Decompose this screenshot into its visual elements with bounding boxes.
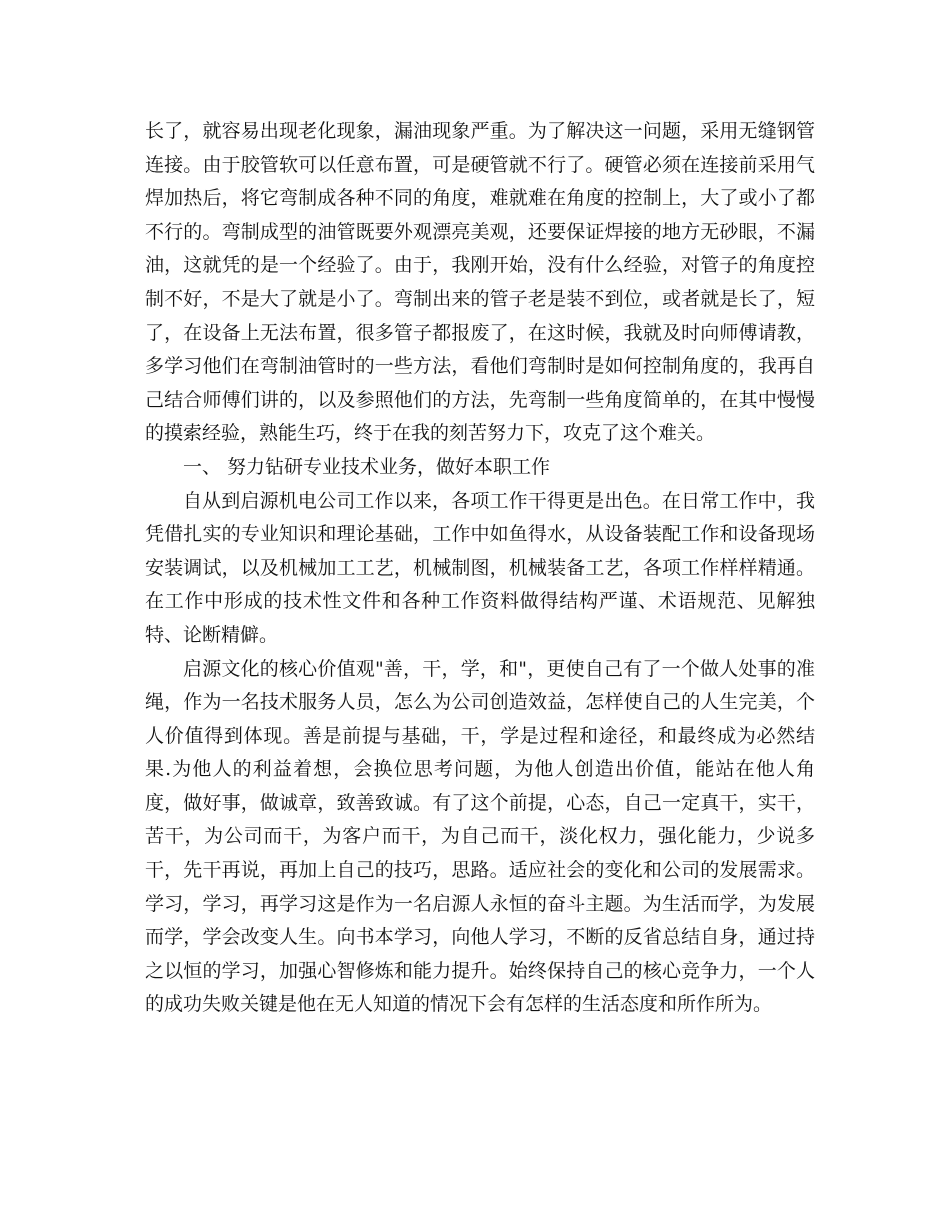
document-body (145, 115, 815, 1022)
section-heading: 一、 努力钻研专业技术业务，做好本职工作 (183, 455, 551, 478)
paragraph-core-values: 启源文化的核心价值观"善，干，学，和"，更使自己有了一个做人处事的准绳，作为一名技术服务人员，怎么为公司创造效益，怎样使自己的人生完美，个人价值得到体现。善是前提与基础，干，学是过程和途径，和最终成为必然结果.为他人的利益着想，会换位思考问题，为他人创造出价值，能站在他人角度，做好事，做诚章，致善致诚。有了这个前提，心态，自己一定真干，实干，苦干，为公司而干，为客户而干，为自己而干，淡化权力，强化能力，少说多干，先干再说，再加上自己的技巧，思路。适应社会的变化和公司的发展需求。学习，学习，再学习这是作为一名启源人永恒的奋斗主题。为生活而学，为发展而学，学会改变人生。向书本学习，向他人学习，不断的反省总结自身，通过持之以恒的学习，加强心智修炼和能力提升。始终保持自己的核心竞争力，一个人的成功失败关键是他在无人知道的情况下会有怎样的生活态度和所作所为。 (145, 657, 815, 1016)
paragraph-continuation: 长了，就容易出现老化现象，漏油现象严重。为了解决这一问题，采用无缝钢管连接。由于胶管软可以任意布置，可是硬管就不行了。硬管必须在连接前采用气焊加热后，将它弯制成各种不同的角度，难就难在角度的控制上，大了或小了都不行的。弯制成型的油管既要外观漂亮美观，还要保证焊接的地方无砂眼，不漏油，这就凭的是一个经验了。由于，我刚开始，没有什么经验，对管子的角度控制不好，不是大了就是小了。弯制出来的管子老是装不到位，或者就是长了，短了，在设备上无法布置，很多管子都报废了，在这时候，我就及时向师傅请教，多学习他们在弯制油管时的一些方法，看他们弯制时是如何控制角度的，我再自己结合师傅们讲的，以及参照他们的方法，先弯制一些角度简单的，在其中慢慢的摸索经验，熟能生巧，终于在我的刻苦努力下，攻克了这个难关。 (145, 120, 815, 445)
paragraph-work-performance: 自从到启源机电公司工作以来，各项工作干得更是出色。在日常工作中，我凭借扎实的专业知识和理论基础，工作中如鱼得水，从设备装配工作和设备现场安装调试，以及机械加工工艺，机械制图，机械装备工艺，各项工作样样精通。在工作中形成的技术性文件和各种工作资料做得结构严谨、术语规范、见解独特、论断精僻。 (145, 489, 815, 646)
